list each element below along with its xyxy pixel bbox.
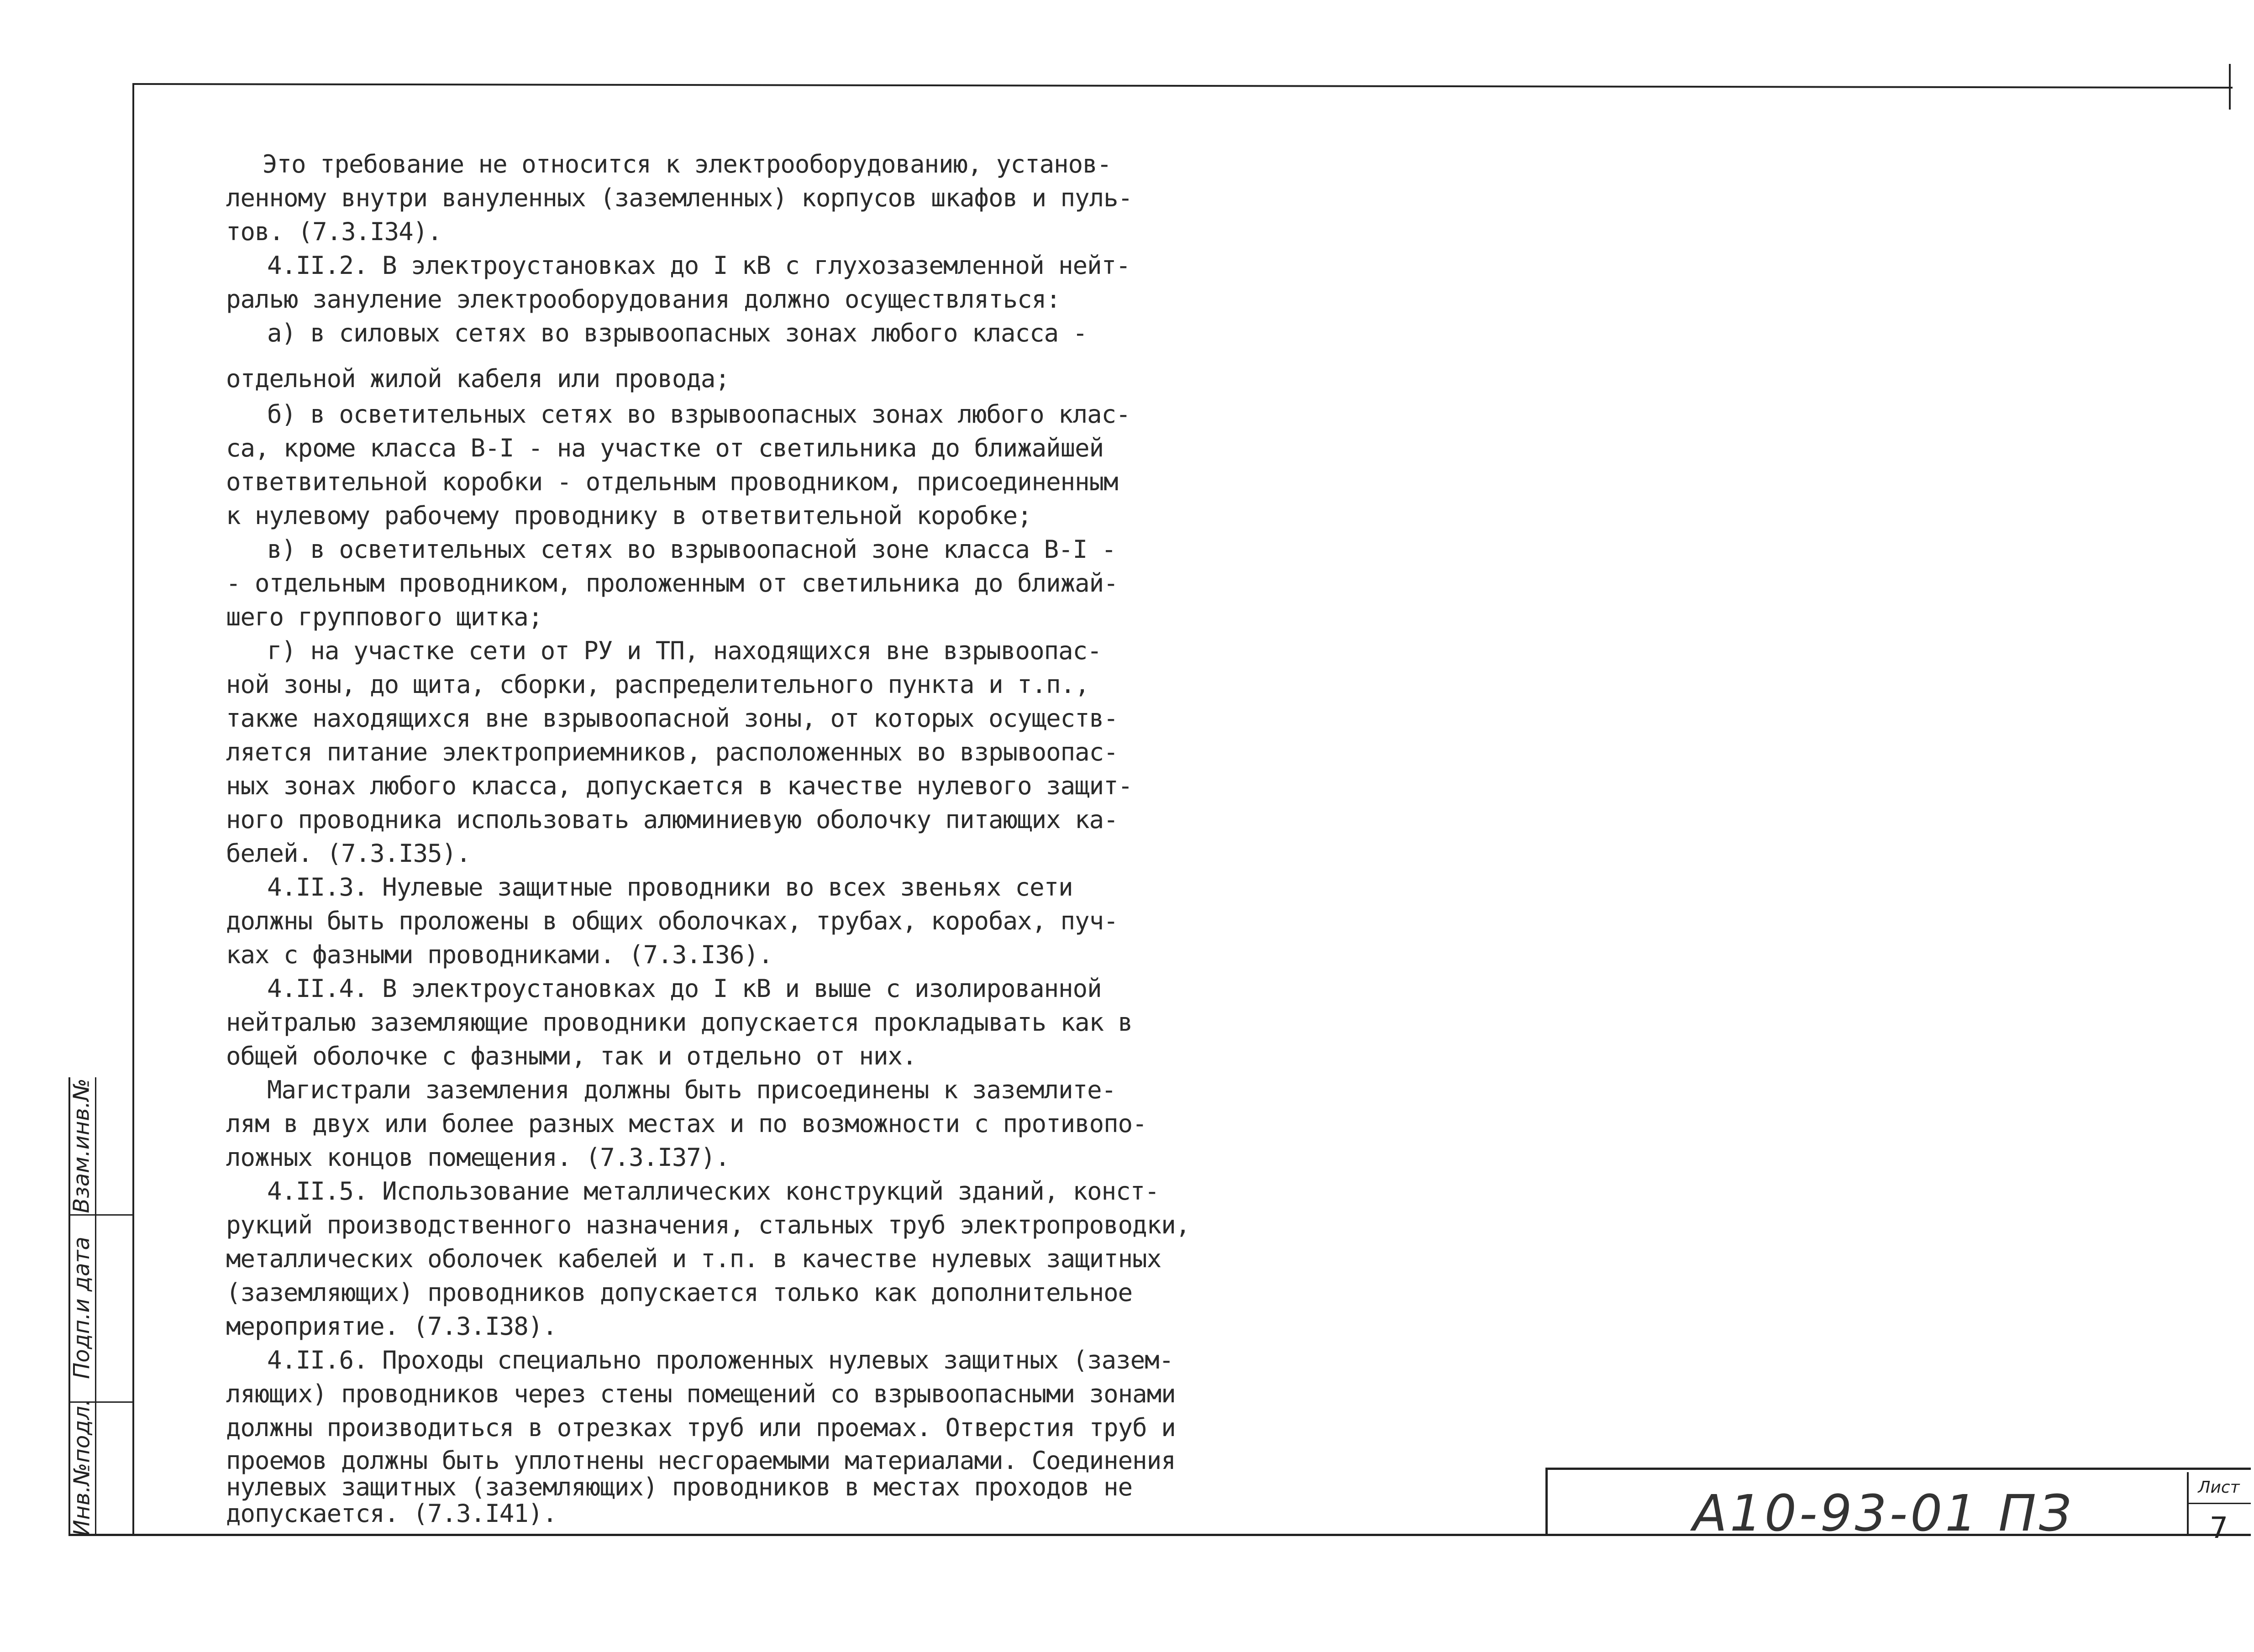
- text-line: ложных концов помещения. (7.3.I37).: [226, 1143, 730, 1172]
- text-line: ках с фазными проводниками. (7.3.I36).: [226, 940, 773, 969]
- document-code: А10-93-01 ПЗ: [1692, 1484, 2074, 1542]
- text-line: ного проводника использовать алюминиевую оболочку питающих ка-: [226, 805, 1118, 834]
- title-block-left-line: [1545, 1468, 1548, 1535]
- text-line: 4.II.6. Проходы специально проложенных нулевых защитных (зазем-: [267, 1346, 1174, 1374]
- text-line: Это требование не относится к электрооборудованию, установ-: [263, 150, 1112, 178]
- text-line: отдельной жилой кабеля или провода;: [226, 364, 730, 393]
- frame-left-line: [132, 83, 134, 1535]
- text-line: рукций производственного назначения, стальных труб электропроводки,: [226, 1211, 1190, 1239]
- text-line: к нулевому рабочему проводнику в ответвительной коробке;: [226, 501, 1032, 530]
- text-line: ленному внутри вануленных (заземленных) корпусов шкафов и пуль-: [226, 184, 1133, 212]
- text-line: должны быть проложены в общих оболочках, трубах, коробах, пуч-: [226, 907, 1118, 935]
- text-line: (заземляющих) проводников допускается только как дополнительное: [226, 1278, 1133, 1307]
- stamp-signature-date: [68, 1214, 95, 1401]
- text-line: мероприятие. (7.3.I38).: [226, 1312, 557, 1341]
- sheet-number: 7: [2209, 1511, 2228, 1545]
- text-line: б) в осветительных сетях во взрывоопасных зонах любого клас-: [267, 400, 1130, 429]
- text-line: ляющих) проводников через стены помещений со взрывоопасными зонами: [226, 1379, 1176, 1408]
- text-line: ных зонах любого класса, допускается в качестве нулевого защит-: [226, 771, 1133, 800]
- frame-top-right-tick: [2229, 64, 2231, 110]
- title-block-top-line: [1545, 1468, 2251, 1470]
- text-line: в) в осветительных сетях во взрывоопасной зоне класса В-I -: [267, 535, 1116, 564]
- side-stamp: [68, 1077, 132, 1537]
- text-line: Магистрали заземления должны быть присоединены к заземлите-: [267, 1075, 1116, 1104]
- text-line: нейтралью заземляющие проводники допускается прокладывать как в: [226, 1008, 1133, 1037]
- text-line: ляется питание электроприемников, расположенных во взрывоопас-: [226, 738, 1118, 766]
- text-line: 4.II.3. Нулевые защитные проводники во всех звеньях сети: [267, 873, 1073, 902]
- text-line: проемов должны быть уплотнены несгораемыми материалами. Соединения: [226, 1446, 1176, 1475]
- text-line: должны производиться в отрезках труб или проемах. Отверстия труб и: [226, 1413, 1176, 1442]
- text-line: 4.II.2. В электроустановках до I кВ с глухозаземленной нейт-: [267, 251, 1130, 280]
- sheet-label: Лист: [2198, 1478, 2240, 1497]
- text-line: допускается. (7.3.I41).: [226, 1499, 557, 1528]
- text-line: ответвительной коробки - отдельным проводником, присоединенным: [226, 467, 1118, 496]
- stamp-original-inv-no: [68, 1399, 95, 1537]
- text-line: шего группового щитка;: [226, 603, 543, 631]
- text-line: г) на участке сети от РУ и ТП, находящихся вне взрывоопас-: [267, 636, 1102, 665]
- text-line: а) в силовых сетях во взрывоопасных зонах любого класса -: [267, 319, 1088, 347]
- stamp-replaced-inv-no-label: Взам.инв.№: [69, 1078, 95, 1213]
- text-line: лям в двух или более разных местах и по возможности с противопо-: [226, 1109, 1147, 1138]
- frame-top-line: [132, 83, 2233, 89]
- stamp-replaced-inv-no: [68, 1077, 95, 1214]
- text-line: 4.II.5. Использование металлических конструкций зданий, конст-: [267, 1177, 1159, 1206]
- text-line: тов. (7.3.I34).: [226, 217, 442, 246]
- title-block-sheet-hline: [2187, 1503, 2251, 1504]
- text-line: белей. (7.3.I35).: [226, 839, 471, 868]
- text-line: металлических оболочек кабелей и т.п. в качестве нулевых защитных: [226, 1244, 1161, 1273]
- stamp-signature-date-label: Подп.и дата: [69, 1237, 95, 1379]
- text-line: нулевых защитных (заземляющих) проводников в местах проходов не: [226, 1473, 1133, 1501]
- text-line: - отдельным проводником, проложенным от светильника до ближай-: [226, 569, 1118, 598]
- text-line: ной зоны, до щита, сборки, распределительного пункта и т.п.,: [226, 670, 1089, 699]
- text-line: са, кроме класса В-I - на участке от светильника до ближайшей: [226, 434, 1104, 462]
- text-line: общей оболочке с фазными, так и отдельно от них.: [226, 1042, 917, 1070]
- text-line: ралью зануление электрооборудования должно осуществляться:: [226, 285, 1061, 314]
- text-line: 4.II.4. В электроустановках до I кВ и выше с изолированной: [267, 974, 1102, 1003]
- text-line: также находящихся вне взрывоопасной зоны, от которых осуществ-: [226, 704, 1118, 733]
- stamp-mid-line: [95, 1077, 96, 1534]
- stamp-original-inv-no-label: Инв.№подл.: [69, 1399, 95, 1537]
